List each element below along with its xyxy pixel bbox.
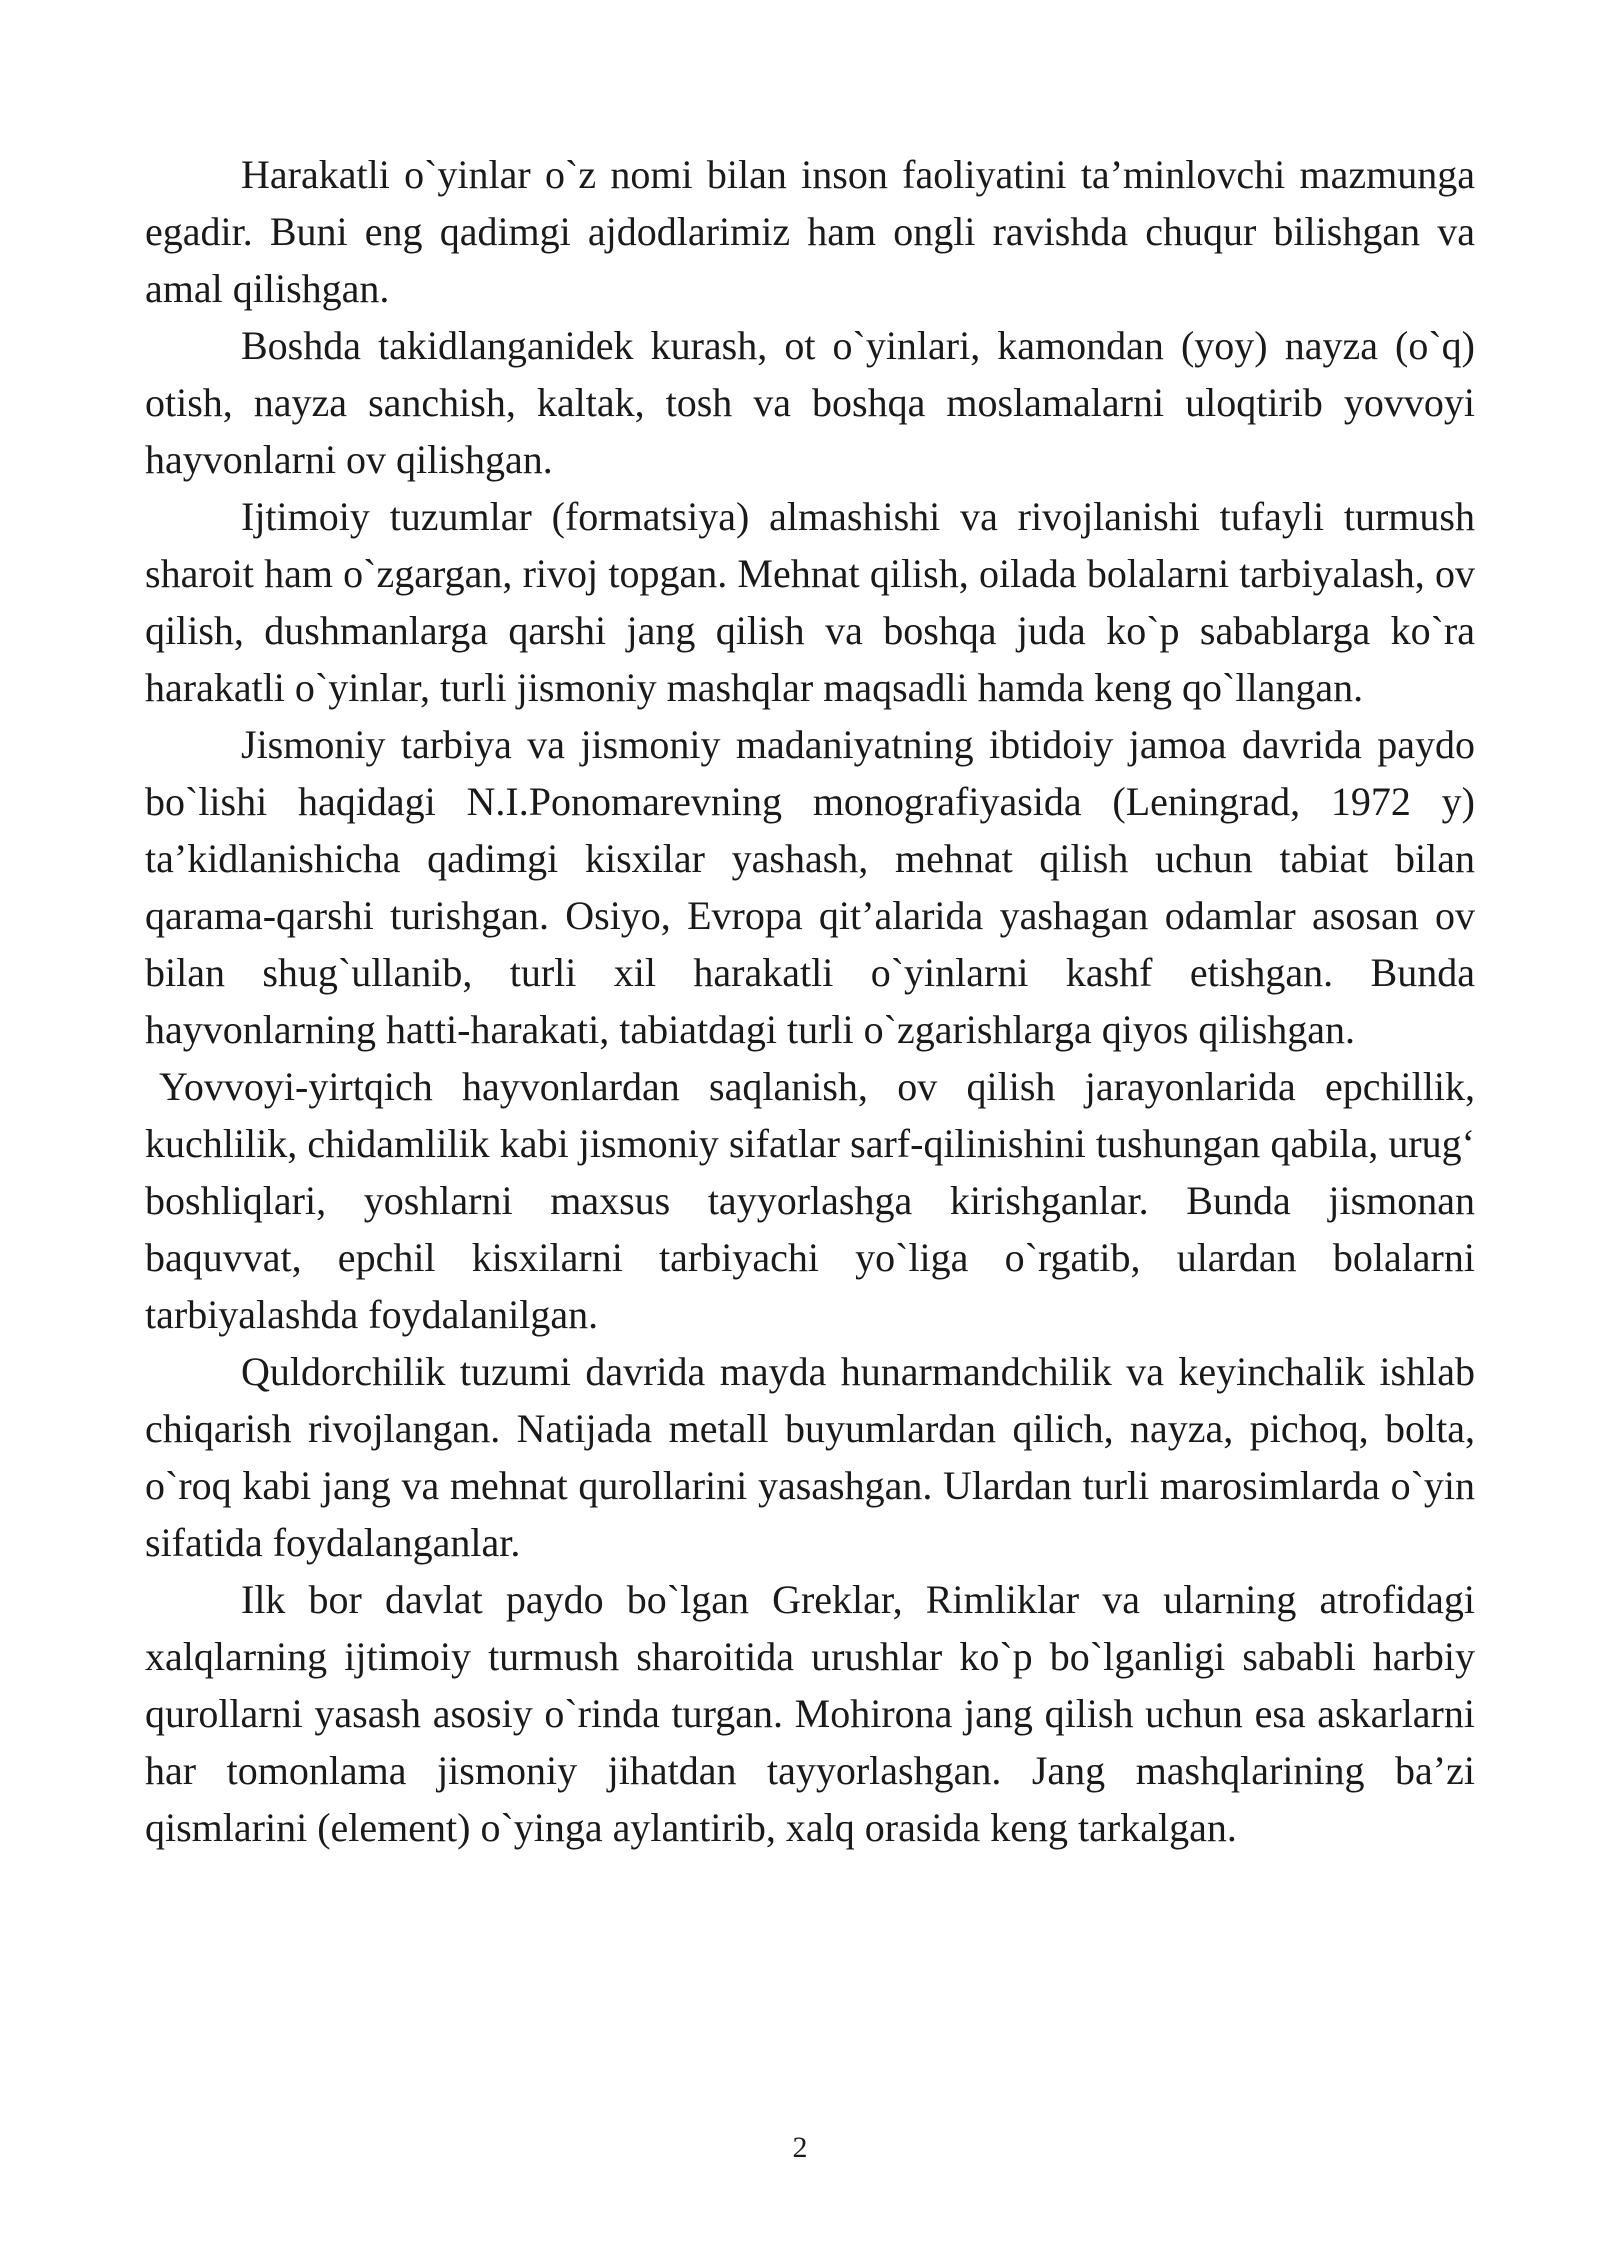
paragraph: Quldorchilik tuzumi davrida mayda hunarmandchilik va keyinchalik ishlab chiqarish rivojlangan. Natijada metall buyumlardan qilich, nayza, pichoq, bolta, o`roq kabi jang va mehnat qurollarini yasashgan. Ulardan turli marosimlarda o`yin sifatida foydalanganlar. xyxy=(145,1349,1475,1565)
paragraph: Jismoniy tarbiya va jismoniy madaniyatning ibtidoiy jamoa davrida paydo bo`lishi haqidagi N.I.Ponomarevning monografiyasida (Leningrad, 1972 y) ta’kidlanishicha qadimgi kisxilar yashash, mehnat qilish uchun tabiat bilan qarama-qarshi turishgan. Osiyo, Evropa qit’alarida yashagan odamlar asosan ov bilan shug`ullanib, turli xil harakatli o`yinlarni kashf etishgan. Bunda hayvonlarning hatti-harakati, tabiatdagi turli o`zgarishlarga qiyos qilishgan. xyxy=(145,722,1475,1052)
body-text xyxy=(145,146,1475,1856)
paragraph: Ilk bor davlat paydo bo`lgan Greklar, Rimliklar va ularning atrofidagi xalqlarning ijtimoiy turmush sharoitida urushlar ko`p bo`lganligi sababli harbiy qurollarni yasash asosiy o`rinda turgan. Mohirona jang qilish uchun esa askarlarni har tomonlama jismoniy jihatdan tayyorlashgan. Jang mashqlarining ba’zi qismlarini (element) o`yinga aylantirib, xalq orasida keng tarkalgan. xyxy=(145,1577,1475,1850)
paragraph: Harakatli o`yinlar o`z nomi bilan inson faoliyatini ta’minlovchi mazmunga egadir. Buni eng qadimgi ajdodlarimiz ham ongli ravishda chuqur bilishgan va amal qilishgan. xyxy=(145,152,1475,311)
paragraph: Boshda takidlanganidek kurash, ot o`yinlari, kamondan (yoy) nayza (o`q) otish, nayza sanchish, kaltak, tosh va boshqa moslamalarni uloqtirib yovvoyi hayvonlarni ov qilishgan. xyxy=(145,323,1475,482)
page-number: 2 xyxy=(792,2131,808,2164)
paragraph: Yovvoyi-yirtqich hayvonlardan saqlanish, ov qilish jarayonlarida epchillik, kuchlilik, chidamlilik kabi jismoniy sifatlar sarf-qilinishini tushungan qabila, urug‘ boshliqlari, yoshlarni maxsus tayyorlashga kirishganlar. Bunda jismonan baquvvat, epchil kisxilarni tarbiyachi yo`liga o`rgatib, ulardan bolalarni tarbiyalashda foydalanilgan. xyxy=(145,1064,1475,1337)
paragraph: Ijtimoiy tuzumlar (formatsiya) almashishi va rivojlanishi tufayli turmush sharoit ham o`zgargan, rivoj topgan. Mehnat qilish, oilada bolalarni tarbiyalash, ov qilish, dushmanlarga qarshi jang qilish va boshqa juda ko`p sabablarga ko`ra harakatli o`yinlar, turli jismoniy mashqlar maqsadli hamda keng qo`llangan. xyxy=(145,494,1475,710)
